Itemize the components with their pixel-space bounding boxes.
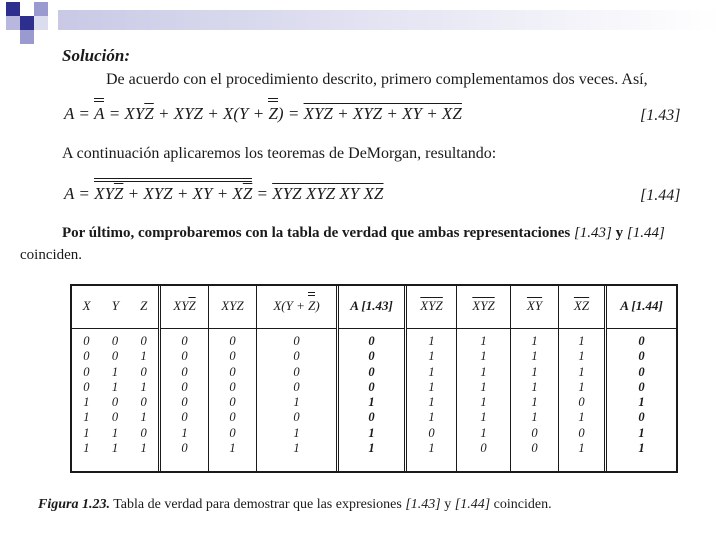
input-cell: 1 xyxy=(111,379,119,394)
col-a-144-header: A [1.44] xyxy=(620,298,663,313)
table-cell: 0 xyxy=(638,334,645,348)
table-cell: 0 xyxy=(293,379,300,394)
input-cell: 1 xyxy=(140,441,147,456)
table-cell: 0 xyxy=(229,410,236,425)
table-cell: 1 xyxy=(368,395,375,410)
finally-main: Por último, comprobaremos con la tabla de verdad que ambas representaciones xyxy=(62,225,571,241)
table-cell: 1 xyxy=(531,379,538,394)
table-cell: 0 xyxy=(531,425,538,440)
table-cell: 0 xyxy=(368,334,375,348)
table-cell: 0 xyxy=(578,395,585,410)
demorgan-text: A continuación aplicaremos los teoremas de DeMorgan, resultando: xyxy=(62,145,497,162)
table-cell: 1 xyxy=(480,410,487,425)
col-not-xyz xyxy=(456,286,510,471)
col-xyz-header: XYZ xyxy=(221,298,244,313)
deco-square xyxy=(6,16,20,30)
table-cell: 1 xyxy=(293,441,300,456)
table-cell: 0 xyxy=(638,364,645,379)
table-cell: 1 xyxy=(428,334,435,348)
col-not-xyz-header: $\overline{XYZ}$ xyxy=(472,298,495,313)
table-cell: 0 xyxy=(368,379,375,394)
table-cell: 1 xyxy=(638,395,645,410)
table-cell: 0 xyxy=(181,334,188,348)
col-x-y-plus-zbar xyxy=(256,286,336,471)
table-cell: 1 xyxy=(368,441,375,456)
col-x-y-plus-zbar-header: X(Y + Z) xyxy=(273,298,320,313)
table-cell: 0 xyxy=(229,364,236,379)
table-cell: 1 xyxy=(293,395,300,410)
input-cell: 0 xyxy=(140,334,147,348)
table-cell: 1 xyxy=(531,364,538,379)
table-cell: 0 xyxy=(229,379,236,394)
col-inputs-header: X Y Z xyxy=(82,298,148,313)
table-cell: 1 xyxy=(480,395,487,410)
deco-square xyxy=(20,16,34,30)
table-cell: 1 xyxy=(531,410,538,425)
input-cell: 1 xyxy=(140,410,147,425)
table-cell: 1 xyxy=(638,441,645,456)
table-cell: 0 xyxy=(229,395,236,410)
table-cell: 1 xyxy=(368,425,375,440)
table-cell: 0 xyxy=(480,441,487,456)
table-cell: 0 xyxy=(531,441,538,456)
col-not-xy xyxy=(510,286,558,471)
input-cell: 0 xyxy=(83,379,90,394)
input-cell: 1 xyxy=(111,364,119,379)
table-cell: 1 xyxy=(578,410,585,425)
input-cell: 0 xyxy=(111,395,119,410)
table-cell: 0 xyxy=(638,379,645,394)
equation-1-44: $A = XY\overline{Z}$ + XYZ + XY + $X\overline{Z}$ = XYZ XYZ XY XZ xyxy=(64,184,384,203)
decorative-header-bar xyxy=(0,0,720,44)
table-cell: 0 xyxy=(293,410,300,425)
col-not-xyzbar-header: XYZ xyxy=(420,298,443,313)
truth-table xyxy=(70,284,678,473)
col-xyz xyxy=(208,286,256,471)
table-cell: 1 xyxy=(531,334,538,348)
table-cell: 1 xyxy=(480,334,487,348)
table-cell: 0 xyxy=(578,425,585,440)
table-cell: 0 xyxy=(293,349,300,364)
table-cell: 0 xyxy=(181,379,188,394)
table-cell: 1 xyxy=(428,395,435,410)
table-cell: 0 xyxy=(368,410,375,425)
input-cell: 1 xyxy=(111,425,119,440)
deco-square xyxy=(34,16,48,30)
input-cell: 0 xyxy=(140,364,147,379)
caption-figure: Figura 1.23. xyxy=(38,497,110,512)
table-cell: 1 xyxy=(293,425,300,440)
table-cell: 1 xyxy=(428,441,435,456)
caption-and: y xyxy=(444,497,452,512)
input-cell: 1 xyxy=(83,425,90,440)
input-cell: 0 xyxy=(83,334,90,348)
col-not-xy-header: $\overline{XY}$ xyxy=(526,298,543,313)
col-inputs xyxy=(72,286,158,471)
table-cell: 0 xyxy=(181,364,188,379)
col-xyzbar xyxy=(158,286,208,471)
table-cell: 1 xyxy=(480,364,487,379)
col-not-xyzbar xyxy=(404,286,456,471)
table-cell: 0 xyxy=(368,364,375,379)
equation-1-43: $A = A = XY\overline{Z}$ + XYZ + X(Y + Z) = XYZ + XYZ + XY + XZ xyxy=(64,104,462,123)
table-cell: 1 xyxy=(578,349,585,364)
table-cell: 1 xyxy=(578,379,585,394)
table-cell: 0 xyxy=(181,410,188,425)
table-cell: 1 xyxy=(578,364,585,379)
solution-label: Solución: xyxy=(62,46,131,65)
table-cell: 0 xyxy=(368,349,375,364)
finally-text xyxy=(62,225,665,242)
table-cell: 0 xyxy=(293,334,300,348)
table-cell: 1 xyxy=(480,379,487,394)
table-cell: 0 xyxy=(293,364,300,379)
input-cell: 1 xyxy=(111,441,119,456)
finally-end: coinciden. xyxy=(20,247,83,263)
table-cell: 0 xyxy=(638,349,645,364)
table-cell: 1 xyxy=(428,410,435,425)
intro-text: De acuerdo con el procedimiento descrito, primero complementamos dos veces. Así, xyxy=(106,71,648,88)
table-cell: 0 xyxy=(229,349,236,364)
col-a-143 xyxy=(336,286,404,471)
table-cell: 1 xyxy=(578,441,585,456)
col-xyzbar-header: $XY\overline{Z}$ xyxy=(173,298,196,313)
table-cell: 0 xyxy=(638,410,645,425)
table-cell: 0 xyxy=(229,334,236,348)
deco-square xyxy=(20,30,34,44)
finally-ref1: [1.43] xyxy=(573,225,612,241)
col-a-143-header: A [1.43] xyxy=(350,298,393,313)
input-cell: 0 xyxy=(140,425,147,440)
input-cell: 0 xyxy=(111,410,119,425)
col-a-144 xyxy=(604,286,676,471)
table-cell: 1 xyxy=(181,425,188,440)
input-cell: 1 xyxy=(83,441,90,456)
truth-table-figure xyxy=(18,268,706,486)
table-cell: 0 xyxy=(428,425,435,440)
caption-end: coinciden. xyxy=(493,497,552,512)
table-cell: 0 xyxy=(181,395,188,410)
input-cell: 1 xyxy=(140,349,147,364)
table-cell: 1 xyxy=(638,425,645,440)
table-cell: 1 xyxy=(428,379,435,394)
table-cell: 1 xyxy=(428,364,435,379)
caption-text: Tabla de verdad para demostrar que las expresiones xyxy=(113,497,402,512)
input-cell: 0 xyxy=(140,395,147,410)
caption-ref1: [1.43] xyxy=(405,497,441,512)
input-cell: 1 xyxy=(83,395,90,410)
deco-square xyxy=(34,2,48,16)
col-inputs-values xyxy=(72,334,158,456)
input-cell: 0 xyxy=(111,334,119,348)
table-cell: 0 xyxy=(181,441,188,456)
input-cell: 0 xyxy=(83,349,90,364)
eq1-ref: [1.43] xyxy=(640,107,681,124)
gradient-bar xyxy=(58,10,720,30)
finally-ref2: [1.44] xyxy=(626,225,665,241)
input-cell: 0 xyxy=(111,349,119,364)
table-cell: 0 xyxy=(181,349,188,364)
col-not-xzbar xyxy=(558,286,604,471)
table-cell: 1 xyxy=(480,425,487,440)
finally-and: y xyxy=(615,225,624,241)
table-cell: 1 xyxy=(428,349,435,364)
table-cell: 1 xyxy=(480,349,487,364)
eq2-ref: [1.44] xyxy=(640,187,681,204)
table-cell: 0 xyxy=(229,425,236,440)
figure-caption xyxy=(38,497,552,513)
table-cell: 1 xyxy=(229,441,236,456)
table-cell: 1 xyxy=(578,334,585,348)
input-cell: 0 xyxy=(83,364,90,379)
table-cell: 1 xyxy=(531,395,538,410)
table-cell: 1 xyxy=(531,349,538,364)
caption-ref2: [1.44] xyxy=(454,497,491,512)
input-cell: 1 xyxy=(140,379,147,394)
col-not-xzbar-header: XZ xyxy=(573,298,590,313)
input-cell: 1 xyxy=(83,410,90,425)
deco-square xyxy=(6,2,20,16)
